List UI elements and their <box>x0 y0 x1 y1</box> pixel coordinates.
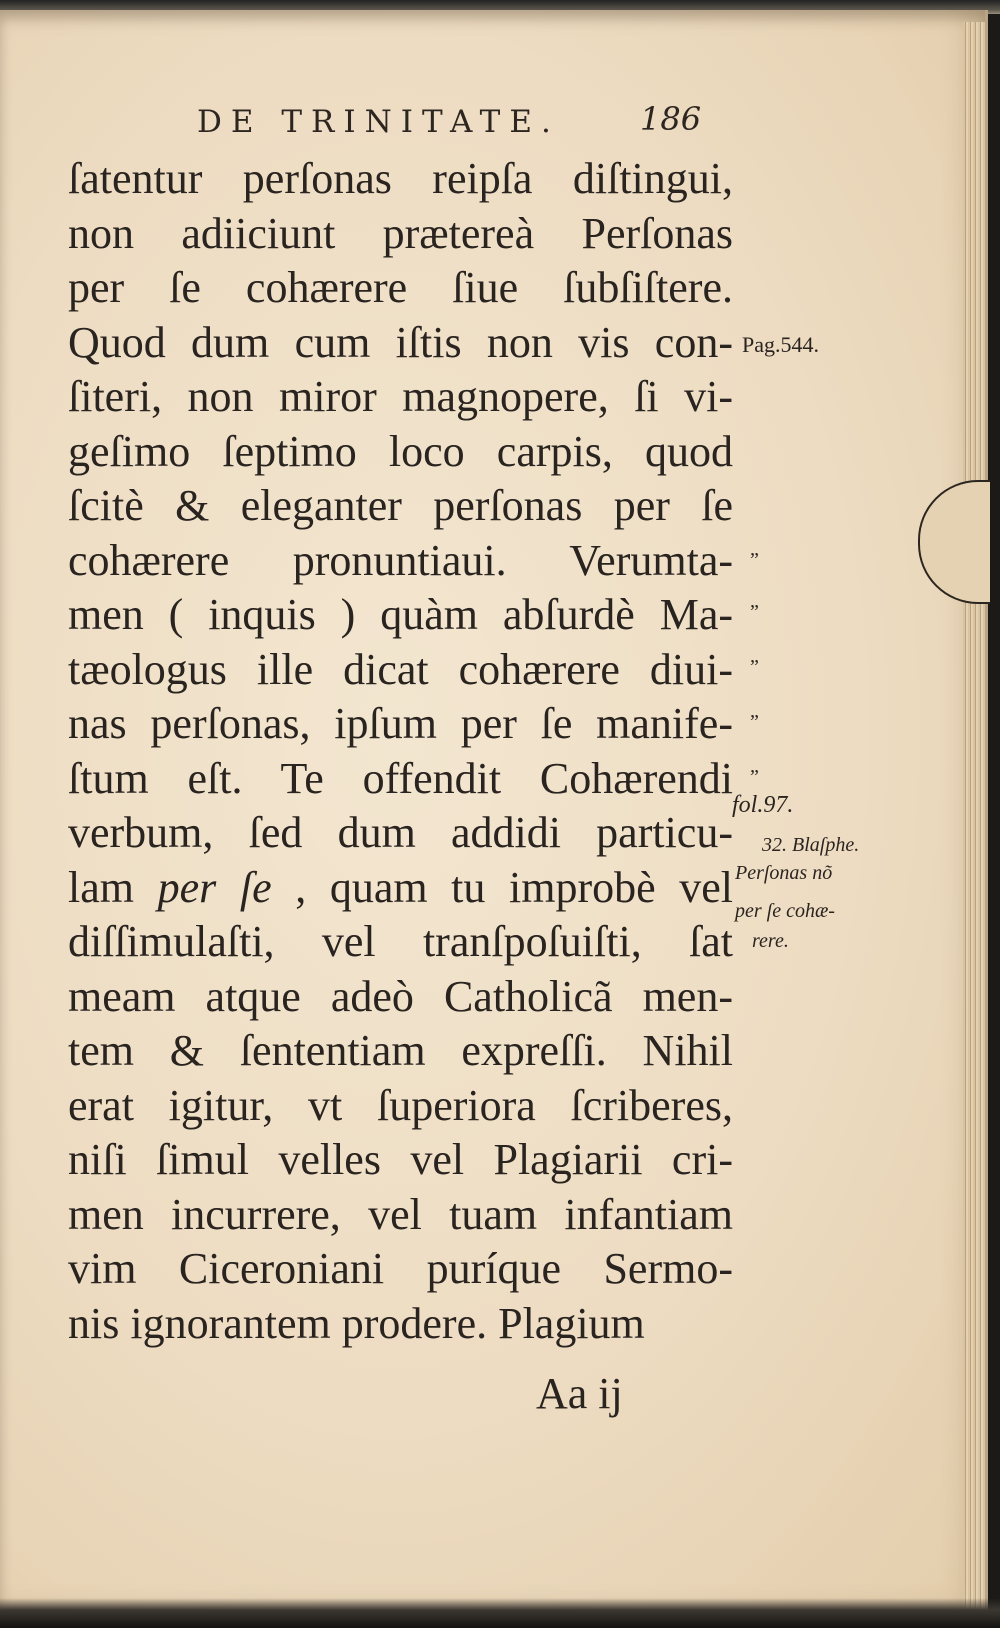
margin-note-pag: Pag.544. <box>742 332 819 357</box>
text-line: ſatentur perſonas reipſa diſtingui, <box>68 154 733 203</box>
text-line: Quod dum cum iſtis non vis con- <box>68 317 733 367</box>
text-line: erat igitur, vt ſuperiora ſcriberes, <box>68 1080 733 1130</box>
text-line: tem & ſententiam expreſſi. Nihil <box>68 1026 733 1075</box>
quote-mark: „ <box>750 645 759 667</box>
book-bottom-edge <box>0 1598 1000 1628</box>
text-line: tæologus ille dicat cohærere diui- <box>68 644 733 694</box>
text-line: non adiiciunt prætereà Perſonas <box>68 208 733 258</box>
page-number: 186 <box>640 100 702 138</box>
text-line: vim Ciceroniani puríque Sermo- <box>68 1244 733 1293</box>
text-line: diſſimulaſti, vel tranſpoſuiſti, ſat <box>68 917 733 966</box>
text-line: per ſe cohærere ſiue ſubſiſtere. <box>68 263 733 312</box>
text-line: men ( inquis ) quàm abſurdè Ma- <box>68 590 733 639</box>
text-fragment: , quam tu improbè vel <box>295 862 734 912</box>
text-line: men incurrere, vel tuam infantiam <box>68 1189 733 1239</box>
main-text <box>68 152 733 1351</box>
margin-note-blasphe: 32. Blaſphe. <box>762 834 860 856</box>
signature-mark: Aa ij <box>536 1369 623 1418</box>
italic-phrase: per ſe <box>157 862 272 912</box>
quote-mark: „ <box>750 590 759 612</box>
quote-mark: „ <box>750 538 759 560</box>
text-line: niſi ſimul velles vel Plagiarii cri- <box>68 1135 733 1184</box>
text-line: ſcitè & eleganter perſonas per ſe <box>68 481 733 530</box>
margin-note-2: per ſe cohæ- <box>735 900 835 922</box>
text-line: nis ignorantem prodere. Plagium <box>68 1298 645 1348</box>
text-line: meam atque adeò Catholicã men- <box>68 971 733 1021</box>
text-line: ſtum eſt. Te offendit Cohærendi <box>68 753 733 803</box>
text-line: ſiteri, non miror magnopere, ſi vi- <box>68 372 733 421</box>
text-line: nas perſonas, ipſum per ſe manife- <box>68 699 733 748</box>
text-line <box>68 861 733 916</box>
quote-mark: „ <box>750 755 759 777</box>
text-line: geſimo ſeptimo loco carpis, quod <box>68 426 733 476</box>
text-line: verbum, ſed dum addidi particu- <box>68 808 733 857</box>
quote-mark: „ <box>750 700 759 722</box>
running-header: DE TRINITATE. <box>197 104 560 140</box>
text-line: cohærere pronuntiaui. Verumta- <box>68 535 733 585</box>
margin-note-1: Perſonas nõ <box>735 862 833 884</box>
text-fragment: lam <box>68 862 134 912</box>
margin-note-fol: fol.97. <box>732 792 794 818</box>
page-stack-edge <box>963 22 985 1612</box>
margin-note-3: rere. <box>752 930 789 952</box>
